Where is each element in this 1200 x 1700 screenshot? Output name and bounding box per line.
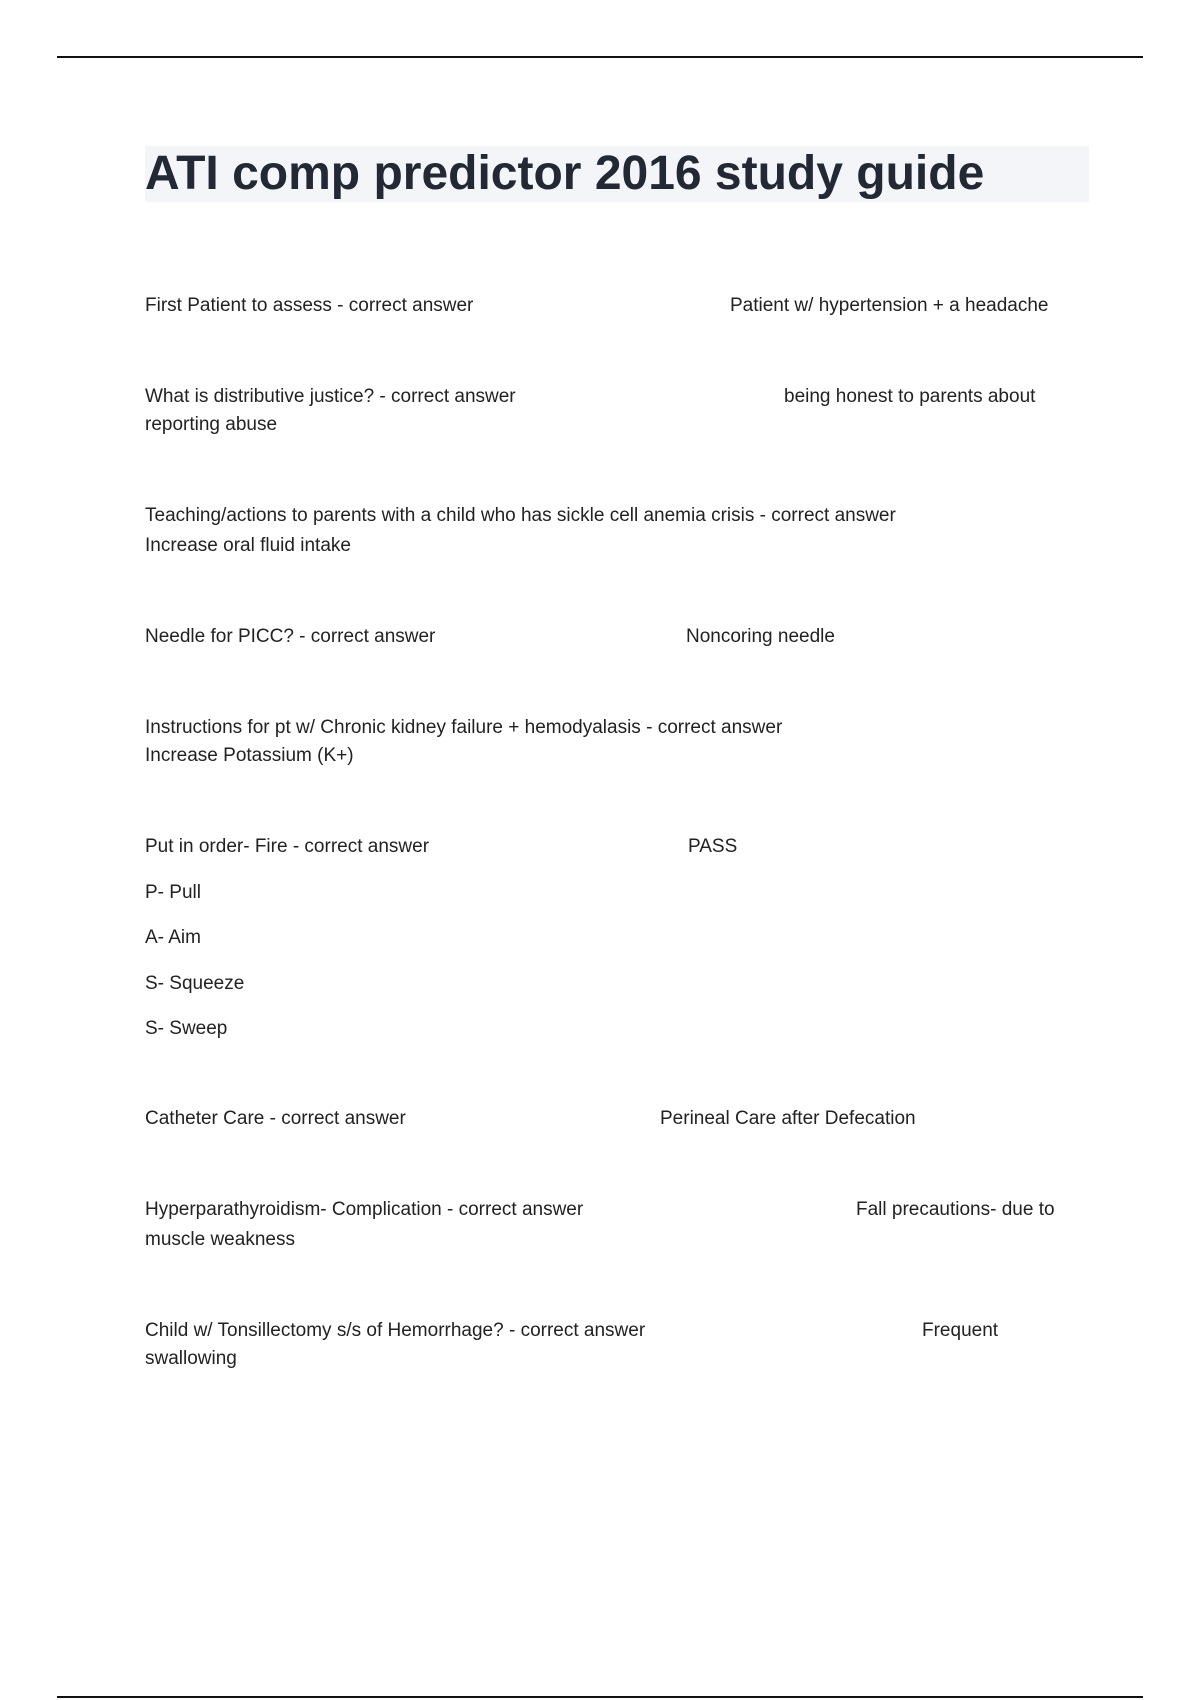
card-3-question: Teaching/actions to parents with a child who has sickle cell anemia crisis - correct answer xyxy=(145,505,896,526)
page-title: ATI comp predictor 2016 study guide xyxy=(145,147,985,200)
card-6-answer: PASS xyxy=(688,836,738,857)
card-6-step-4: S- Sweep xyxy=(145,1018,228,1039)
card-9-question: Child w/ Tonsillectomy s/s of Hemorrhage? - correct answer xyxy=(145,1320,646,1341)
card-2-question: What is distributive justice? - correct answer xyxy=(145,386,516,407)
card-1-question: First Patient to assess - correct answer xyxy=(145,295,474,316)
card-8-question: Hyperparathyroidism- Complication - correct answer xyxy=(145,1199,584,1220)
card-4-answer: Noncoring needle xyxy=(686,626,835,647)
card-7-answer: Perineal Care after Defecation xyxy=(660,1108,916,1129)
card-6-step-2: A- Aim xyxy=(145,927,201,948)
card-8-answer: Fall precautions- due to xyxy=(856,1199,1055,1220)
card-5-question: Instructions for pt w/ Chronic kidney failure + hemodyalasis - correct answer xyxy=(145,717,783,738)
footer-rule xyxy=(57,1696,1143,1698)
card-3-answer: Increase oral fluid intake xyxy=(145,535,351,556)
card-7-question: Catheter Care - correct answer xyxy=(145,1108,406,1129)
card-8-answer-cont: muscle weakness xyxy=(145,1229,295,1250)
header-rule xyxy=(57,56,1143,58)
card-9-answer-cont: swallowing xyxy=(145,1348,237,1369)
card-5-answer: Increase Potassium (K+) xyxy=(145,745,354,766)
card-1-answer: Patient w/ hypertension + a headache xyxy=(730,295,1049,316)
card-2-answer: being honest to parents about xyxy=(784,386,1036,407)
card-2-answer-cont: reporting abuse xyxy=(145,414,278,435)
card-9-answer: Frequent xyxy=(922,1320,999,1341)
card-6-question: Put in order- Fire - correct answer xyxy=(145,836,430,857)
card-6-step-3: S- Squeeze xyxy=(145,973,245,994)
card-6-step-1: P- Pull xyxy=(145,882,201,903)
card-4-question: Needle for PICC? - correct answer xyxy=(145,626,436,647)
